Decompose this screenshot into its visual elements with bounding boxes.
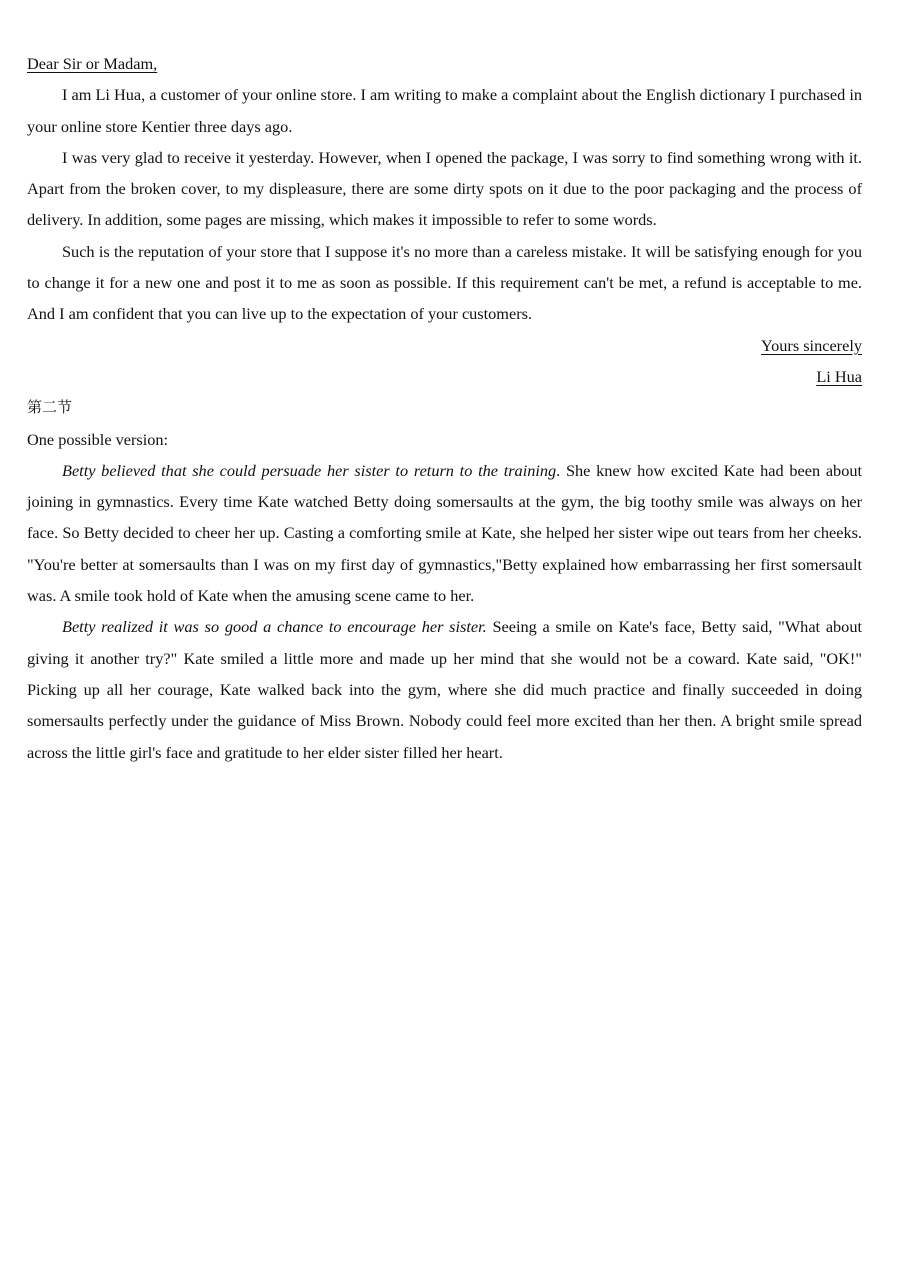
story-paragraph-2-body: Seeing a smile on Kate's face, Betty said, "What about giving it another try?" Kate smiled a little more and made up her mind that she would not be a coward. Kate said, "OK!" Picking up all her courage, Kate walked back into the gym, where she did much practice and finally succeeded in doing somersaults perfectly under the guidance of Miss Brown. Nobody could feel more excited than her then. A bright smile spread across the little girl's face and gratitude to her elder sister filled her heart. [27, 617, 862, 762]
story-paragraph-1-opening: Betty believed that she could persuade her sister to return to the training [62, 460, 557, 480]
story-paragraph-1-body: . She knew how excited Kate had been about joining in gymnastics. Every time Kate watched Betty doing somersaults at the gym, the big toothy smile was always on her face. So Betty decided to cheer her up. Casting a comforting smile at Kate, she helped her sister wipe out tears from her cheeks. "You're better at somersaults than I was on my first day of gymnastics,"Betty explained how embarrassing her first somersault was. A smile took hold of Kate when the amusing scene came to her. [27, 460, 863, 606]
document-page [27, 48, 862, 768]
salutation-text: Dear Sir or Madam, [27, 54, 158, 73]
letter-closing [27, 330, 862, 361]
story-paragraph-1 [27, 455, 862, 611]
signature-text: Li Hua [816, 366, 862, 386]
section-intro: One possible version: [27, 429, 169, 449]
closing-text: Yours sincerely [760, 335, 862, 355]
section-heading: 第二节 [27, 398, 73, 417]
story-paragraph-2-opening: Betty realized it was so good a chance to encourage her sister. [62, 617, 487, 637]
letter-signature [27, 361, 862, 392]
letter-paragraph-1: I am Li Hua, a customer of your online store. I am writing to make a complaint about the English dictionary I purchased in your online store Kentier three days ago. [27, 85, 862, 136]
letter-paragraph-3: Such is the reputation of your store that I suppose it's no more than a careless mistake. It will be satisfying enough for you to change it for a new one and post it to me as soon as possible. If this requirement can't be met, a refund is acceptable to me. And I am confident that you can live up to the expectation of your customers. [27, 241, 862, 324]
letter-salutation [27, 48, 862, 79]
letter-paragraph-2: I was very glad to receive it yesterday. However, when I opened the package, I was sorry to find something wrong with it. Apart from the broken cover, to my displeasure, there are some dirty spots on it due to the poor packaging and the process of delivery. In addition, some pages are missing, which makes it impossible to refer to some words. [27, 147, 862, 230]
story-paragraph-2 [27, 611, 862, 767]
